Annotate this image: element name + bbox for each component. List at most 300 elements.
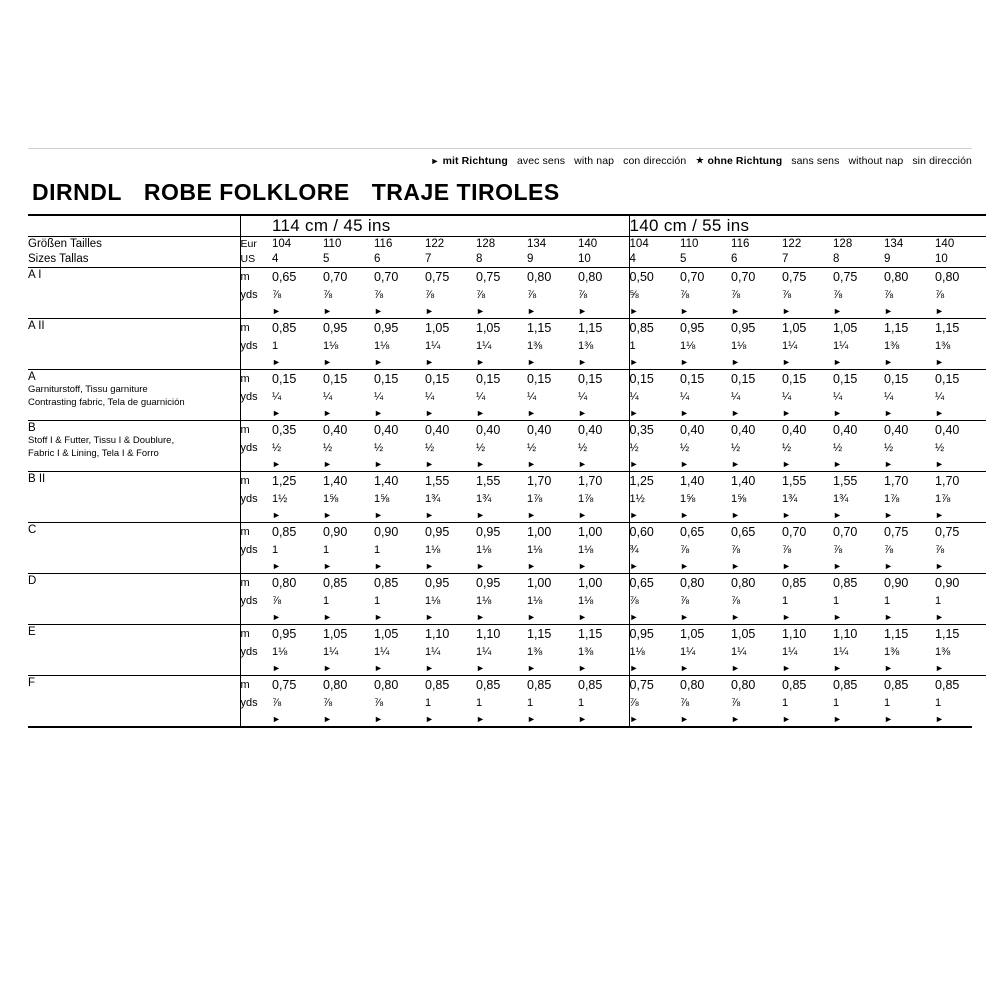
cell-w114-7 — [578, 625, 629, 676]
cell-w114-4 — [425, 268, 476, 319]
nap-direction-icon: ► — [782, 561, 791, 571]
value-meters: 1,05 — [374, 627, 399, 641]
value-yards: 1 — [272, 544, 279, 556]
cell-w140-7 — [935, 472, 986, 523]
nap-direction-icon: ► — [527, 663, 536, 673]
value-yards: 1⅞ — [884, 493, 900, 505]
cell-w114-5 — [476, 472, 527, 523]
value-meters: 0,80 — [935, 270, 960, 284]
value-yards: 1⅞ — [527, 493, 543, 505]
value-yards: 1⅛ — [425, 595, 441, 607]
width-140-label: 140 cm / 55 ins — [629, 215, 986, 237]
value-meters: 1,05 — [731, 627, 756, 641]
value-meters: 1,55 — [476, 474, 501, 488]
bottom-divider — [28, 726, 972, 728]
value-yards: 1⅜ — [578, 340, 594, 352]
cell-w114-6 — [527, 268, 578, 319]
cell-w114-3 — [374, 370, 425, 421]
nap-direction-icon: ► — [578, 561, 587, 571]
nap-direction-icon: ► — [833, 306, 842, 316]
value-yards: ⅞ — [272, 595, 282, 607]
nap-direction-icon: ► — [629, 663, 639, 673]
row-units — [240, 421, 272, 472]
cell-w140-6 — [884, 319, 935, 370]
nap-direction-icon: ► — [272, 357, 281, 367]
value-meters: 0,80 — [272, 576, 297, 590]
nap-direction-icon: ► — [374, 561, 383, 571]
size-col-114-1 — [272, 237, 323, 268]
size-eur: 140 — [935, 238, 955, 250]
size-eur: 104 — [629, 238, 649, 250]
value-meters: 1,05 — [680, 627, 705, 641]
cell-w114-4 — [425, 421, 476, 472]
nap-direction-icon: ► — [935, 612, 944, 622]
value-meters: 1,15 — [578, 627, 603, 641]
value-yards: 1⅜ — [578, 646, 594, 658]
value-meters: 0,15 — [884, 372, 909, 386]
nap-direction-icon: ► — [323, 459, 332, 469]
sizes-header-units — [240, 237, 272, 268]
cell-w140-3 — [731, 319, 782, 370]
row-label — [28, 268, 240, 319]
value-yards: ¼ — [731, 391, 741, 403]
size-us: 9 — [527, 253, 534, 265]
nap-direction-icon: ► — [476, 561, 485, 571]
value-meters: 1,55 — [833, 474, 858, 488]
nap-direction-icon: ► — [629, 612, 639, 622]
value-meters: 1,10 — [782, 627, 807, 641]
value-yards: ⅞ — [629, 595, 639, 607]
size-eur: 122 — [782, 238, 802, 250]
value-yards: 1¼ — [833, 340, 849, 352]
table-row — [28, 574, 986, 625]
size-us: 4 — [629, 253, 636, 265]
value-yards: ½ — [884, 442, 894, 454]
value-yards: ¼ — [272, 391, 282, 403]
value-yards: 1¾ — [425, 493, 441, 505]
value-meters: 1,05 — [323, 627, 348, 641]
nap-direction-icon: ► — [833, 510, 842, 520]
value-yards: ⅞ — [629, 697, 639, 709]
cell-w114-2 — [323, 370, 374, 421]
value-meters: 1,00 — [527, 576, 552, 590]
unit-m: m — [240, 271, 250, 283]
row-label-sub: Garniturstoff, Tissu garniture — [28, 384, 148, 396]
cell-w140-1 — [629, 523, 680, 574]
value-yards: ½ — [272, 442, 282, 454]
value-meters: 0,80 — [323, 678, 348, 692]
row-label — [28, 625, 240, 676]
nap-direction-icon: ► — [476, 714, 485, 724]
nap-direction-icon: ► — [425, 612, 434, 622]
nap-direction-icon: ► — [425, 357, 434, 367]
nap-direction-icon: ► — [731, 612, 740, 622]
size-col-114-6 — [527, 237, 578, 268]
cell-w114-7 — [578, 676, 629, 727]
value-yards: 1 — [374, 544, 381, 556]
size-col-114-2 — [323, 237, 374, 268]
value-meters: 1,05 — [425, 321, 450, 335]
nap-direction-icon: ► — [374, 714, 383, 724]
nap-direction-icon: ► — [833, 612, 842, 622]
page-title — [28, 169, 972, 214]
value-meters: 0,80 — [731, 576, 756, 590]
cell-w140-5 — [833, 268, 884, 319]
value-meters: 0,35 — [629, 423, 654, 437]
value-meters: 0,75 — [782, 270, 807, 284]
value-yards: 1⅛ — [731, 340, 747, 352]
value-meters: 1,00 — [578, 525, 603, 539]
cell-w140-7 — [935, 370, 986, 421]
row-label-main: A — [28, 371, 36, 383]
cell-w114-5 — [476, 625, 527, 676]
cell-w114-7 — [578, 319, 629, 370]
value-yards: ⅞ — [884, 544, 894, 556]
value-yards: 1⅛ — [680, 340, 696, 352]
value-meters: 1,15 — [578, 321, 603, 335]
cell-w140-3 — [731, 370, 782, 421]
cell-w114-7 — [578, 472, 629, 523]
value-meters: 0,50 — [629, 270, 654, 284]
value-yards: ½ — [680, 442, 690, 454]
value-yards: 1⅜ — [527, 340, 543, 352]
row-label — [28, 370, 240, 421]
nap-direction-icon: ► — [782, 306, 791, 316]
value-meters: 0,15 — [527, 372, 552, 386]
nap-direction-icon: ► — [527, 357, 536, 367]
nap-direction-icon: ► — [323, 561, 332, 571]
value-meters: 0,95 — [476, 525, 501, 539]
cell-w140-1 — [629, 370, 680, 421]
value-yards: ⅞ — [527, 289, 537, 301]
value-meters: 0,85 — [578, 678, 603, 692]
value-yards: 1⅛ — [527, 595, 543, 607]
value-yards: 1⅛ — [323, 340, 339, 352]
nap-direction-icon: ► — [578, 510, 587, 520]
value-yards: 1 — [527, 697, 534, 709]
cell-w140-7 — [935, 268, 986, 319]
value-yards: 1⅛ — [272, 646, 288, 658]
value-meters: 0,60 — [629, 525, 654, 539]
row-label-main: B II — [28, 473, 46, 485]
value-meters: 0,85 — [884, 678, 909, 692]
nap-direction-icon: ► — [476, 306, 485, 316]
unit-m: m — [240, 373, 250, 385]
value-meters: 0,85 — [374, 576, 399, 590]
cell-w114-6 — [527, 472, 578, 523]
value-meters: 0,65 — [680, 525, 705, 539]
size-eur: 104 — [272, 238, 292, 250]
cell-w140-2 — [680, 676, 731, 727]
value-meters: 1,10 — [425, 627, 450, 641]
value-yards: ⅞ — [323, 697, 333, 709]
unit-yds: yds — [240, 391, 258, 403]
cell-w114-6 — [527, 676, 578, 727]
row-units — [240, 574, 272, 625]
cell-w140-3 — [731, 421, 782, 472]
cell-w140-4 — [782, 268, 833, 319]
value-yards: ⅞ — [272, 289, 282, 301]
value-meters: 0,15 — [476, 372, 501, 386]
value-yards: 1⅜ — [935, 646, 951, 658]
legend-with-nap-es: con dirección — [623, 155, 687, 167]
nap-direction-icon: ► — [884, 612, 893, 622]
size-col-114-3 — [374, 237, 425, 268]
width-114-label: 114 cm / 45 ins — [272, 215, 629, 237]
nap-direction-icon: ► — [731, 408, 740, 418]
value-yards: 1⅞ — [935, 493, 951, 505]
unit-m: m — [240, 322, 250, 334]
unit-m: m — [240, 577, 250, 589]
value-meters: 0,35 — [272, 423, 297, 437]
size-col-140-7 — [935, 237, 986, 268]
nap-direction-icon: ► — [425, 459, 434, 469]
nap-direction-icon: ► — [884, 663, 893, 673]
cell-w140-1 — [629, 472, 680, 523]
size-us: 8 — [833, 253, 840, 265]
value-meters: 1,15 — [884, 321, 909, 335]
value-yards: ½ — [731, 442, 741, 454]
value-meters: 0,15 — [629, 372, 654, 386]
cell-w114-4 — [425, 319, 476, 370]
value-yards: ½ — [374, 442, 384, 454]
value-meters: 0,75 — [272, 678, 297, 692]
cell-w140-5 — [833, 676, 884, 727]
cell-w140-6 — [884, 268, 935, 319]
size-us: 10 — [935, 253, 948, 265]
size-eur: 128 — [476, 238, 496, 250]
value-yards: 1½ — [629, 493, 645, 505]
cell-w114-2 — [323, 676, 374, 727]
value-meters: 0,85 — [476, 678, 501, 692]
value-meters: 0,15 — [425, 372, 450, 386]
nap-direction-icon: ► — [425, 510, 434, 520]
size-eur: 116 — [374, 238, 393, 250]
cell-w114-1 — [272, 676, 323, 727]
value-yards: 1¾ — [833, 493, 849, 505]
value-yards: 1 — [629, 340, 636, 352]
nap-direction-icon: ► — [884, 510, 893, 520]
value-meters: 0,85 — [425, 678, 450, 692]
value-yards: ⅞ — [323, 289, 333, 301]
value-meters: 1,10 — [476, 627, 501, 641]
cell-w140-7 — [935, 523, 986, 574]
nap-direction-icon: ► — [680, 357, 689, 367]
value-meters: 1,40 — [680, 474, 705, 488]
value-yards: ½ — [476, 442, 486, 454]
value-meters: 0,85 — [272, 321, 297, 335]
cell-w140-2 — [680, 370, 731, 421]
row-label-main: C — [28, 524, 37, 536]
nap-direction-icon: ► — [731, 510, 740, 520]
nap-direction-icon: ► — [323, 408, 332, 418]
value-meters: 0,40 — [935, 423, 960, 437]
nap-direction-icon: ► — [935, 561, 944, 571]
nap-direction-icon: ► — [323, 714, 332, 724]
value-yards: 1⅜ — [527, 646, 543, 658]
nap-direction-icon: ► — [374, 612, 383, 622]
nap-direction-icon: ► — [578, 459, 587, 469]
value-meters: 1,25 — [272, 474, 297, 488]
unit-yds: yds — [240, 646, 258, 658]
size-us: 7 — [782, 253, 789, 265]
cell-w140-6 — [884, 523, 935, 574]
value-meters: 0,85 — [323, 576, 348, 590]
nap-direction-icon: ► — [782, 612, 791, 622]
nap-direction-icon: ► — [833, 561, 842, 571]
cell-w114-6 — [527, 574, 578, 625]
nap-direction-icon: ► — [935, 408, 944, 418]
row-label-main: D — [28, 575, 37, 587]
value-meters: 0,85 — [833, 678, 858, 692]
cell-w140-7 — [935, 319, 986, 370]
fabric-table — [28, 214, 986, 726]
value-meters: 0,40 — [527, 423, 552, 437]
value-meters: 0,85 — [527, 678, 552, 692]
nap-direction-icon: ► — [782, 714, 791, 724]
row-label — [28, 523, 240, 574]
value-yards: 1¼ — [425, 340, 441, 352]
nap-direction-icon: ► — [578, 663, 587, 673]
value-meters: 0,15 — [323, 372, 348, 386]
value-meters: 0,90 — [935, 576, 960, 590]
cell-w114-3 — [374, 574, 425, 625]
value-meters: 1,15 — [884, 627, 909, 641]
value-yards: 1 — [782, 595, 789, 607]
value-yards: ⅞ — [425, 289, 435, 301]
value-yards: 1⅝ — [323, 493, 339, 505]
cell-w140-5 — [833, 319, 884, 370]
value-yards: ¼ — [935, 391, 945, 403]
size-us: 9 — [884, 253, 891, 265]
cell-w114-3 — [374, 523, 425, 574]
value-meters: 0,70 — [782, 525, 807, 539]
cell-w114-1 — [272, 472, 323, 523]
value-yards: 1¼ — [374, 646, 390, 658]
value-yards: 1⅛ — [629, 646, 645, 658]
table-row — [28, 523, 986, 574]
nap-direction-icon: ► — [833, 663, 842, 673]
value-yards: ½ — [323, 442, 333, 454]
cell-w114-1 — [272, 574, 323, 625]
cell-w140-4 — [782, 676, 833, 727]
row-label — [28, 421, 240, 472]
value-yards: 1¼ — [833, 646, 849, 658]
value-meters: 0,15 — [272, 372, 297, 386]
nap-direction-icon: ► — [578, 306, 587, 316]
value-meters: 0,95 — [731, 321, 756, 335]
value-yards: ¼ — [578, 391, 588, 403]
value-yards: 1¼ — [476, 340, 492, 352]
value-yards: ¼ — [782, 391, 792, 403]
cell-w114-6 — [527, 421, 578, 472]
value-yards: ¼ — [323, 391, 333, 403]
row-units — [240, 625, 272, 676]
title-fr: ROBE FOLKLORE — [143, 179, 350, 205]
nap-direction-icon: ► — [680, 612, 689, 622]
value-yards: 1¼ — [782, 646, 798, 658]
nap-direction-icon: ► — [272, 459, 281, 469]
nap-direction-icon: ► — [527, 612, 536, 622]
value-meters: 1,40 — [323, 474, 348, 488]
unit-m: m — [240, 526, 250, 538]
nap-direction-icon: ► — [680, 714, 689, 724]
nap-direction-icon: ► — [935, 459, 944, 469]
value-yards: 1¼ — [425, 646, 441, 658]
value-yards: 1¼ — [323, 646, 339, 658]
cell-w114-2 — [323, 472, 374, 523]
value-yards: 1⅛ — [476, 595, 492, 607]
nap-direction-icon: ► — [629, 306, 639, 316]
row-units — [240, 472, 272, 523]
size-us: 5 — [680, 253, 687, 265]
value-yards: ⅞ — [578, 289, 588, 301]
nap-direction-icon: ► — [731, 357, 740, 367]
value-meters: 0,40 — [476, 423, 501, 437]
nap-direction-icon: ► — [782, 357, 791, 367]
size-us: 6 — [374, 253, 381, 265]
value-meters: 0,75 — [833, 270, 858, 284]
row-label-sub: Fabric I & Lining, Tela I & Forro — [28, 447, 159, 459]
value-meters: 0,65 — [731, 525, 756, 539]
nap-direction-icon: ► — [629, 459, 639, 469]
nap-direction-icon: ► — [782, 459, 791, 469]
value-meters: 1,15 — [935, 627, 960, 641]
value-yards: 1⅞ — [578, 493, 594, 505]
nap-direction-icon: ► — [629, 510, 639, 520]
size-us: 5 — [323, 253, 330, 265]
cell-w140-3 — [731, 676, 782, 727]
cell-w140-3 — [731, 268, 782, 319]
legend-without-nap-es: sin dirección — [912, 155, 972, 167]
value-yards: 1 — [476, 697, 483, 709]
value-meters: 0,40 — [425, 423, 450, 437]
nap-direction-icon: ► — [476, 510, 485, 520]
value-yards: ⅞ — [731, 289, 741, 301]
value-meters: 0,90 — [374, 525, 399, 539]
value-meters: 0,80 — [680, 678, 705, 692]
cell-w114-7 — [578, 421, 629, 472]
nap-direction-icon: ► — [731, 561, 740, 571]
cell-w114-5 — [476, 370, 527, 421]
value-meters: 0,85 — [629, 321, 654, 335]
nap-direction-icon: ► — [323, 510, 332, 520]
cell-w140-7 — [935, 574, 986, 625]
row-units — [240, 268, 272, 319]
value-meters: 0,95 — [374, 321, 399, 335]
value-meters: 0,95 — [272, 627, 297, 641]
nap-direction-icon: ► — [578, 408, 587, 418]
value-yards: ⅞ — [833, 544, 843, 556]
row-units — [240, 370, 272, 421]
value-meters: 0,80 — [680, 576, 705, 590]
value-yards: ¼ — [833, 391, 843, 403]
row-units — [240, 676, 272, 727]
nap-direction-icon: ► — [527, 561, 536, 571]
value-yards: ⅞ — [782, 544, 792, 556]
nap-direction-icon: ► — [323, 306, 332, 316]
cell-w140-5 — [833, 472, 884, 523]
value-yards: 1⅜ — [935, 340, 951, 352]
value-yards: ⅞ — [731, 544, 741, 556]
legend-without-nap-en: without nap — [848, 155, 904, 167]
row-units — [240, 319, 272, 370]
value-yards: ⅞ — [731, 697, 741, 709]
value-meters: 0,15 — [680, 372, 705, 386]
value-yards: 1¾ — [782, 493, 798, 505]
nap-direction-icon: ► — [731, 306, 740, 316]
value-yards: ⅞ — [680, 697, 690, 709]
